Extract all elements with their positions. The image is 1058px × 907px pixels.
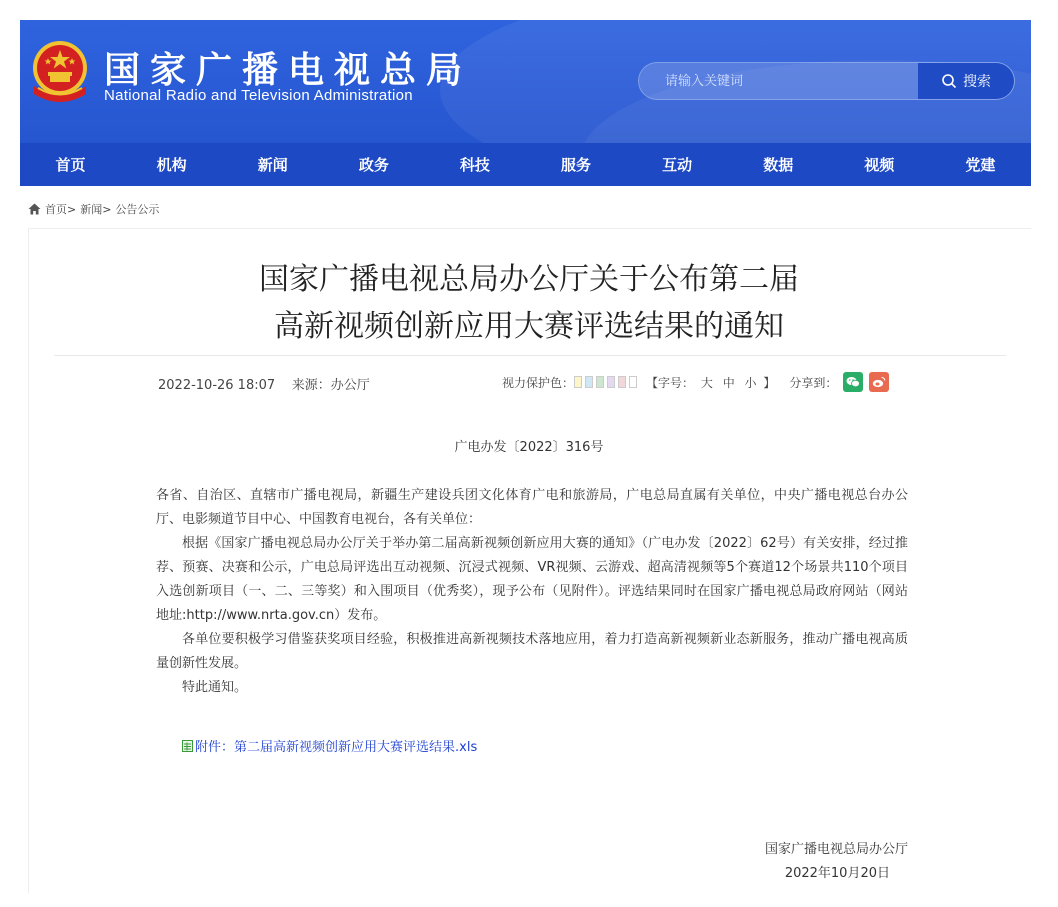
font-size-suffix: 】 — [763, 375, 776, 390]
nav-item-home[interactable]: 首页 — [55, 156, 86, 174]
eye-color-swatch-green[interactable] — [596, 376, 604, 388]
body-paragraph-1: 根据《国家广播电视总局办公厅关于举办第二届高新视频创新应用大赛的通知》（广电办发〔2022〕62号）有关安排，经过推荐、预赛、决赛和公示，广电总局评选出互动视频、沉浸式视频、VR视频、云游戏、超高清视频等5个赛道12个场景共110个项目入选创新项目（一、二、三等奖）和入围项目（优秀奖），现予公布（见附件）。评选结果同时在国家广播电视总局政府网站（网站地址:http://www.nrta.gov.cn）发布。 — [156, 536, 908, 623]
national-emblem-icon — [28, 38, 92, 106]
nav-item-interaction[interactable]: 互动 — [662, 156, 693, 174]
font-size-large[interactable]: 大 — [700, 375, 713, 390]
eye-color-swatch-blue[interactable] — [585, 376, 593, 388]
nav-item-video[interactable]: 视频 — [864, 156, 895, 174]
search-button-label: 搜索 — [963, 74, 991, 90]
breadcrumb-current[interactable]: 公告公示 — [115, 203, 160, 216]
article-title-line-2: 高新视频创新应用大赛评选结果的通知 — [274, 309, 784, 344]
weibo-icon[interactable] — [869, 372, 889, 392]
nav-item-technology[interactable]: 科技 — [459, 156, 490, 174]
eye-protect-label: 视力保护色： — [502, 375, 575, 390]
site-title-english: National Radio and Television Administration — [104, 87, 413, 104]
search-icon — [941, 73, 957, 89]
nav-item-data[interactable]: 数据 — [763, 156, 794, 174]
article-tools — [502, 372, 889, 392]
font-size-prefix: 【字号： — [646, 375, 695, 390]
article-title-line-1: 国家广播电视总局办公厅关于公布第二届 — [259, 262, 799, 297]
eye-color-swatch-purple[interactable] — [607, 376, 615, 388]
eye-color-swatch-white[interactable] — [629, 376, 637, 388]
nav-item-government-affairs[interactable]: 政务 — [358, 156, 389, 174]
document-number: 广电办发〔2022〕316号 — [454, 440, 604, 455]
publish-datetime: 2022-10-26 18:07 — [158, 378, 276, 393]
nav-item-party-building[interactable]: 党建 — [965, 156, 996, 174]
main-nav — [20, 143, 1031, 186]
signature-date: 2022年10月20日 — [784, 866, 890, 881]
signature-organization: 国家广播电视总局办公厅 — [764, 842, 908, 857]
article-meta — [158, 374, 370, 393]
breadcrumb-news[interactable]: 新闻> — [80, 203, 112, 216]
eye-color-swatch-pink[interactable] — [618, 376, 626, 388]
font-size-control — [646, 374, 775, 391]
breadcrumb-home[interactable]: 首页> — [45, 203, 77, 216]
site-header — [20, 20, 1031, 143]
wechat-icon[interactable] — [843, 372, 863, 392]
attachment-link[interactable] — [182, 736, 477, 755]
attachment-link-text: 附件：第二届高新视频创新应用大赛评选结果.xls — [195, 740, 478, 755]
nav-item-news[interactable]: 新闻 — [257, 156, 288, 174]
addressee-paragraph: 各省、自治区、直辖市广播电视局，新疆生产建设兵团文化体育广电和旅游局，广电总局直属有关单位，中央广播电视总台办公厅、电影频道节目中心、中国教育电视台，各有关单位： — [156, 488, 908, 527]
article-body — [156, 484, 908, 700]
nav-item-organization[interactable]: 机构 — [156, 156, 187, 174]
search-button[interactable] — [918, 63, 1014, 99]
site-title-chinese: 国家广播电视总局 — [104, 49, 473, 91]
search-box — [638, 62, 1015, 100]
article-title — [0, 256, 1058, 350]
nav-item-services[interactable]: 服务 — [561, 156, 592, 174]
body-paragraph-2: 各单位要积极学习借鉴获奖项目经验，积极推进高新视频技术落地应用，着力打造高新视频新业态新服务，推动广播电视高质量创新性发展。 — [156, 632, 908, 671]
title-divider — [54, 355, 1006, 356]
xls-file-icon — [182, 740, 193, 752]
closing-paragraph: 特此通知。 — [182, 680, 248, 695]
eye-color-swatch-yellow[interactable] — [574, 376, 582, 388]
breadcrumb — [28, 201, 159, 217]
article-source: 来源：办公厅 — [291, 378, 370, 393]
share-label: 分享到： — [789, 375, 838, 390]
search-input[interactable] — [639, 63, 919, 99]
font-size-medium[interactable]: 中 — [722, 375, 735, 390]
home-icon — [28, 203, 41, 215]
font-size-small[interactable]: 小 — [744, 375, 757, 390]
